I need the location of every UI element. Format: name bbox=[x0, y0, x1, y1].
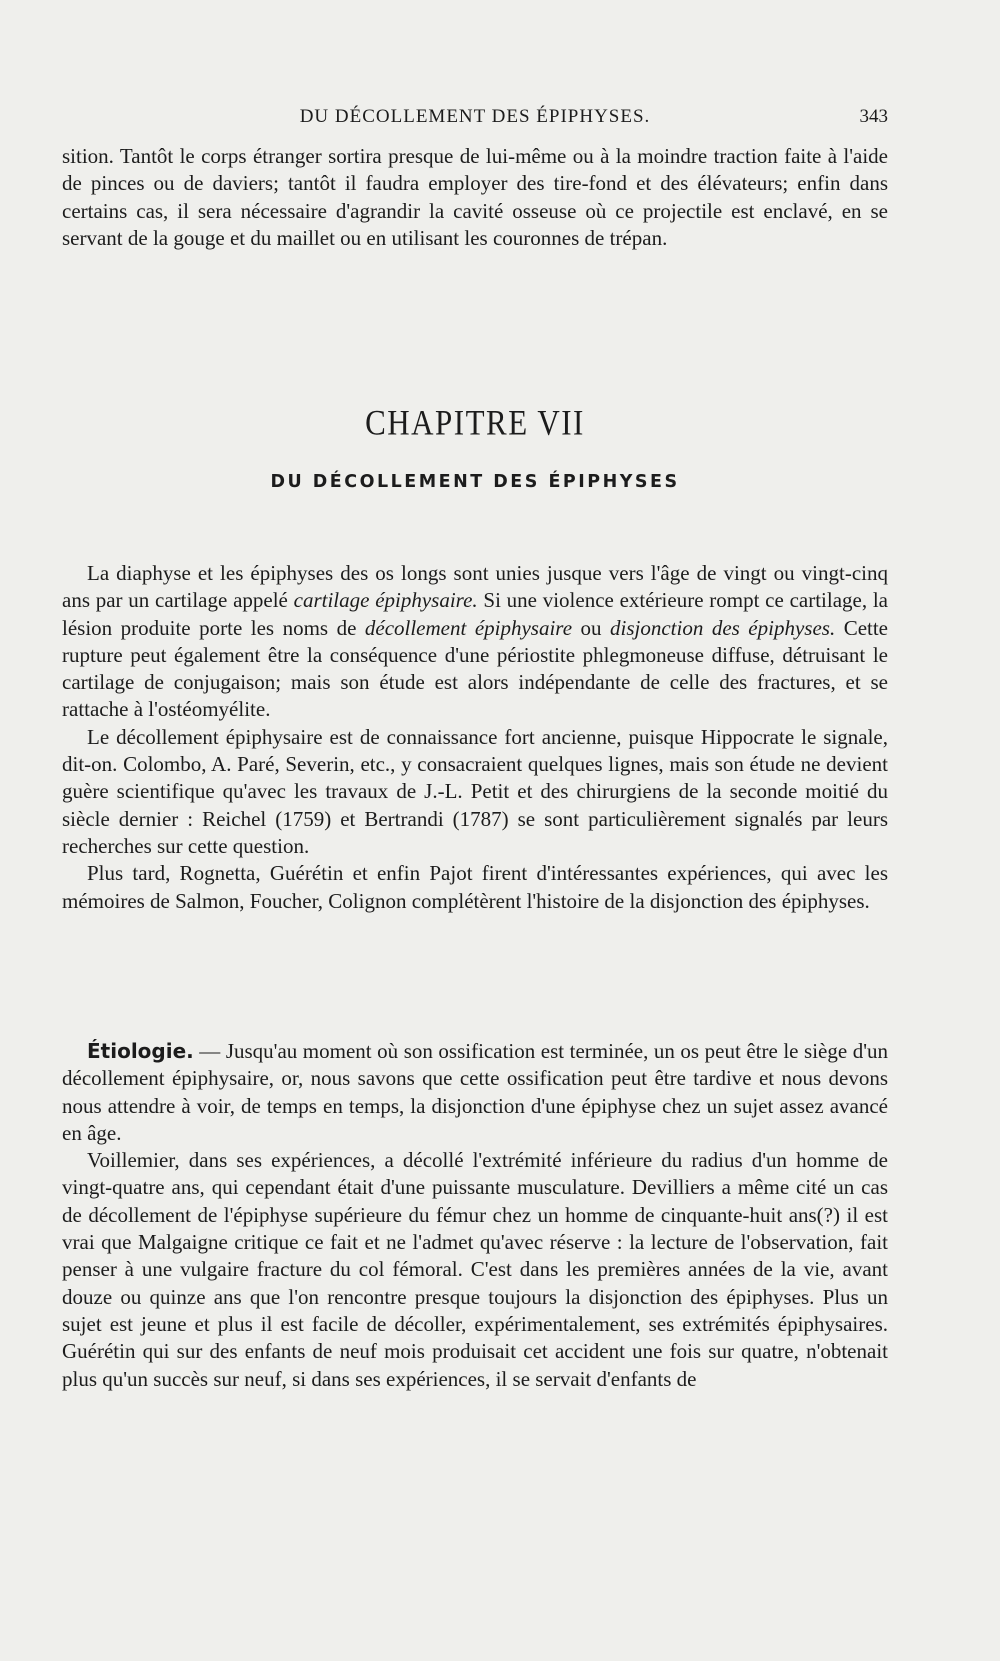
page-number: 343 bbox=[859, 106, 888, 127]
text-run: ou bbox=[572, 615, 610, 640]
chapter-title: DU DÉCOLLEMENT DES ÉPIPHYSES bbox=[270, 472, 680, 492]
text-run: Cette rupture peut également être la conséquence d'une périostite phlegmoneuse diffuse, détruisant le cartilage de conjugaison; mais son étude est alors indépendante de celle des fractures, et se rattache à l'ostéomyélite. bbox=[62, 615, 889, 722]
italic-term: décollement épiphysaire bbox=[364, 615, 573, 640]
running-head-title: DU DÉCOLLEMENT DES ÉPIPHYSES. bbox=[299, 106, 651, 127]
paragraph-history: Le décollement épiphysaire est de connaissance fort ancienne, puisque Hippocrate le signale, dit-on. Colombo, A. Paré, Severin, etc., y consacraient quelques lignes, mais son étude ne devient guère scientifique qu'avec les travaux de J.-L. Petit et des chirurgiens de la seconde moitié du siècle dernier : Reichel (1759) et Bertrandi (1787) se sont particulièrement signalés par leurs recherches sur cette question. bbox=[62, 724, 888, 858]
paragraph-text: sition. Tantôt le corps étranger sortira presque de lui-même ou à la moindre traction faite à l'aide de pinces ou de daviers; tantôt il faudra employer des tire-fond et des élévateurs; enfin dans certains cas, il sera nécessaire d'agrandir la cavité osseuse où ce projectile est enclavé, en se servant de la gouge et du maillet ou en utilisant les couronnes de trépan. bbox=[62, 144, 888, 250]
text-run: La diaphyse et les épiphyses des os longs sont unies jusque vers l'âge de vingt ou vingt-cinq ans par un cartilage appelé bbox=[62, 561, 888, 613]
paragraph-cases: Voillemier, dans ses expériences, a décollé l'extrémité inférieure du radius d'un homme de vingt-quatre ans, qui cependant était d'une puissante musculature. Devilliers a même cité un cas de décollement de l'épiphyse supérieure du fémur chez un homme de cinquante-huit ans(?) il est vrai que Malgaigne critique ce fait et ne l'admet qu'avec réserve : la lecture de l'observation, fait penser à une vulgaire fracture du col fémoral. C'est dans les premières années de la vie, avant douze ou quinze ans que l'on rencontre presque toujours la disjonction des épiphyses. Plus un sujet est jeune et plus il est facile de décoller, expérimentalement, ses extrémités épiphysaires. Guérétin qui sur des enfants de neuf mois produisait cet accident une fois sur quatre, n'obtenait plus qu'un succès sur neuf, si dans ses expériences, il se servait d'enfants de bbox=[62, 1148, 888, 1391]
chapter-body bbox=[62, 560, 888, 915]
italic-term: disjonction des épiphyses. bbox=[610, 615, 836, 640]
continued-paragraph bbox=[62, 143, 888, 252]
paragraph-experiments: Plus tard, Rognetta, Guérétin et enfin Pajot firent d'intéressantes expériences, qui avec les mémoires de Salmon, Foucher, Colignon complétèrent l'histoire de la disjonction des épiphyses. bbox=[62, 861, 888, 913]
running-head bbox=[62, 106, 888, 136]
text-run: Si une violence extérieure rompt ce cartilage, la lésion produite porte les noms de bbox=[62, 588, 888, 640]
text-run: — Jusqu'au moment où son ossification est terminée, un os peut être le siège d'un décollement épiphysaire, or, nous savons que cette ossification peut être tardive et nous devons nous attendre à voir, de temps en temps, la disjonction d'une épiphyse chez un sujet assez avancé en âge. bbox=[62, 1039, 888, 1145]
etiology-section bbox=[62, 1038, 888, 1393]
paragraph-definition bbox=[62, 560, 888, 724]
italic-term: cartilage épiphysaire. bbox=[293, 588, 478, 613]
chapter-number: CHAPITRE VII bbox=[365, 402, 585, 443]
paragraph-etiology bbox=[62, 1038, 888, 1147]
section-heading: Étiologie. bbox=[87, 1039, 194, 1063]
